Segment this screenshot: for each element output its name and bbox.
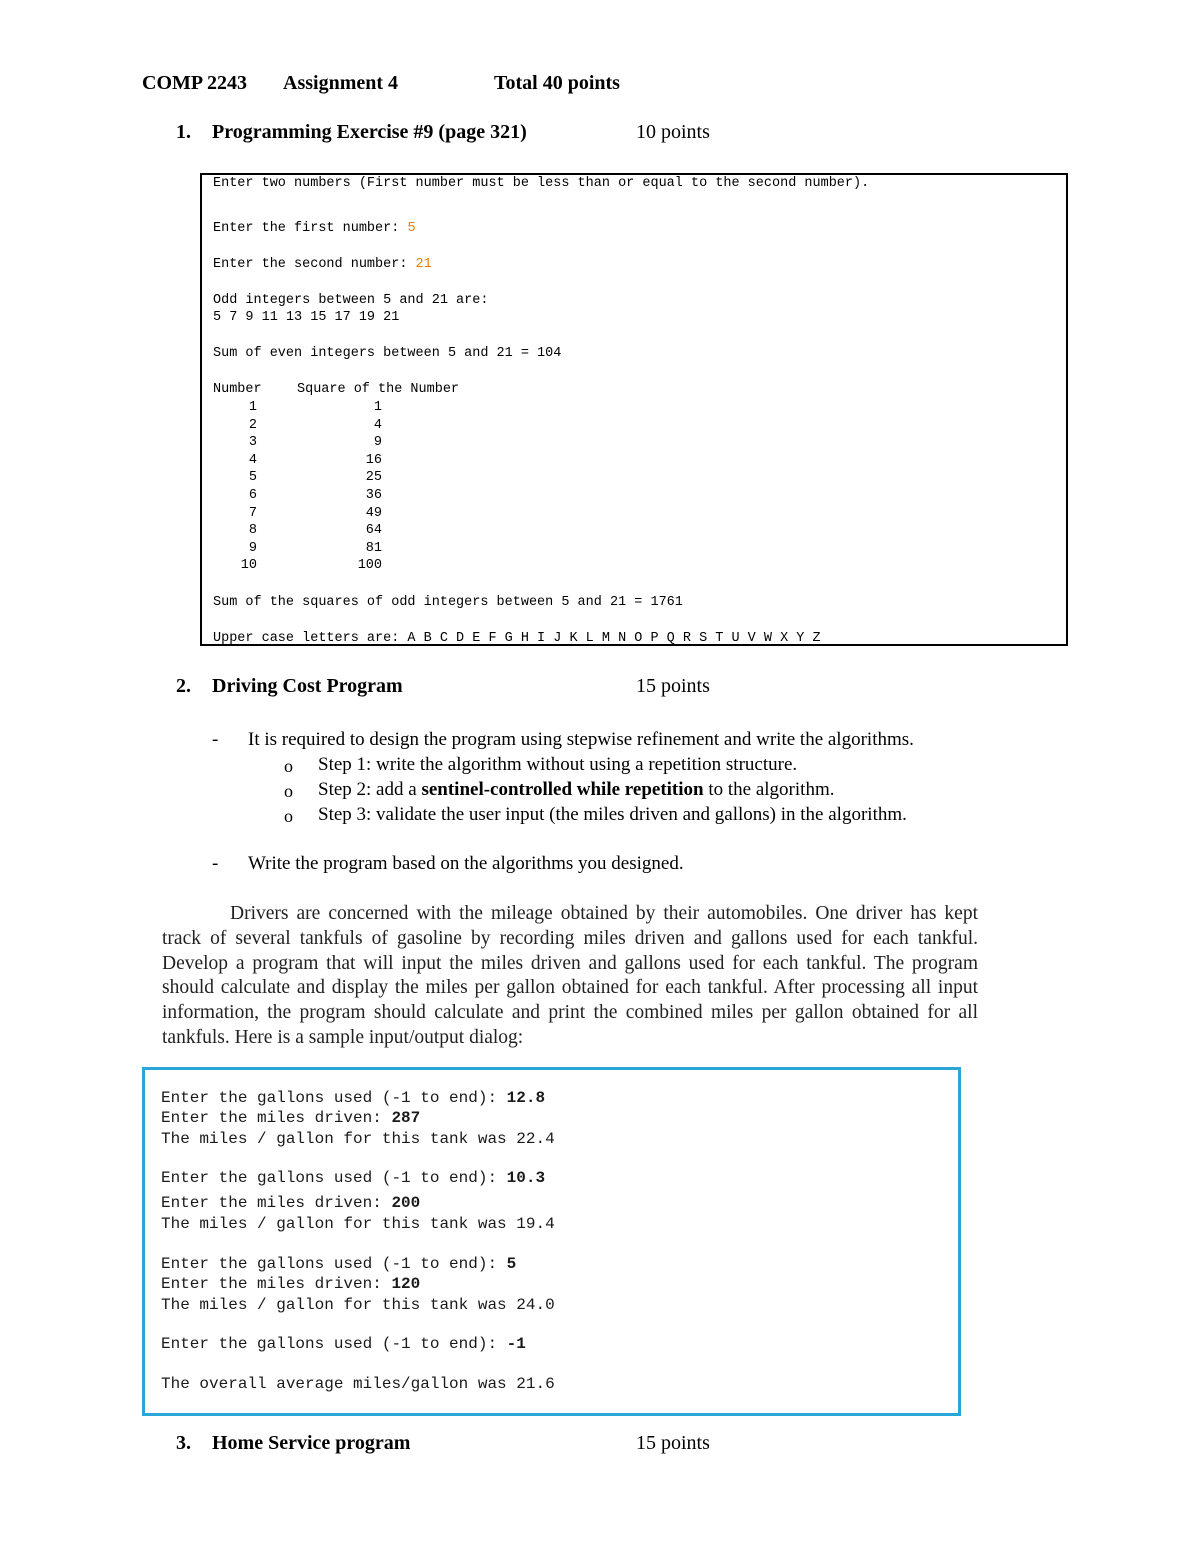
bullet-write-program: Write the program based on the algorithms you designed.: [248, 853, 684, 874]
console1-upper-letters: Upper case letters are: A B C D E F G H I J K L M N O P Q R S T U V W X Y Z: [213, 631, 821, 646]
square-row-number: 2: [248, 417, 257, 433]
console2-miles-line: [161, 1274, 420, 1294]
console1-first-prompt: Enter the first number:: [213, 221, 408, 236]
square-row-number: 3: [248, 435, 257, 451]
bullet-stepwise: It is required to design the program using stepwise refinement and write the algorithms.: [248, 729, 914, 750]
square-row-number: 7: [248, 505, 257, 521]
console1-odd-list: 5 7 9 11 13 15 17 19 21: [213, 310, 400, 325]
console2-mpg-line: [161, 1295, 555, 1315]
step-3: Step 3: validate the user input (the miles driven and gallons) in the algorithm.: [318, 804, 907, 825]
square-row-number: 10: [240, 558, 257, 574]
console2-miles-value: 120: [391, 1275, 421, 1294]
console2-gallons-prompt: Enter the gallons used (-1 to end):: [161, 1169, 507, 1187]
square-row-value: 100: [357, 558, 382, 574]
console2-miles-line: [161, 1193, 420, 1213]
console2-overall-line: [161, 1374, 555, 1394]
console2-end-line: [161, 1334, 526, 1354]
console2-miles-prompt: Enter the miles driven:: [161, 1194, 392, 1213]
section-1-number: 1.: [176, 121, 191, 143]
console-output-2: [142, 1067, 961, 1416]
square-row-number: 1: [248, 400, 257, 415]
console2-end-value: -1: [506, 1335, 526, 1353]
console2-gallons-value: 5: [506, 1255, 517, 1273]
console1-sum-squares: Sum of the squares of odd integers between 5 and 21 = 1761: [213, 595, 683, 610]
section-2-points: 15 points: [636, 675, 710, 697]
console2-mpg-line: [161, 1129, 555, 1149]
console2-miles-prompt: Enter the miles driven:: [161, 1275, 392, 1294]
step-1: Step 1: write the algorithm without using a repetition structure.: [318, 754, 798, 775]
console2-overall-prefix: The overall average miles/gallon was: [161, 1375, 517, 1393]
console1-second-line: [213, 256, 432, 274]
square-row-value: 9: [373, 435, 382, 451]
step-2-pre: Step 2: add a: [318, 779, 422, 800]
console2-mpg-value: 19.4: [516, 1214, 555, 1233]
sub-marker-1: o: [284, 756, 293, 776]
console1-first-value: 5: [407, 221, 416, 236]
console2-miles-value: 200: [391, 1194, 421, 1213]
table-header-square: Square of the Number: [297, 382, 460, 397]
console2-mpg-prompt: The miles / gallon for this tank was: [161, 1129, 517, 1148]
console2-mpg-prompt: The miles / gallon for this tank was: [161, 1295, 517, 1314]
bullet-dash-2: -: [212, 853, 219, 874]
console1-first-line: [213, 220, 416, 238]
console1-second-prompt: Enter the second number:: [213, 257, 416, 272]
step-2: [318, 779, 834, 801]
square-row-value: 36: [365, 488, 382, 503]
square-row-value: 49: [365, 505, 382, 521]
square-row-number: 5: [248, 470, 257, 486]
section-2-number: 2.: [176, 675, 191, 697]
square-row-number: 9: [248, 540, 257, 556]
console2-overall-value: 21.6: [516, 1375, 555, 1393]
total-points: Total 40 points: [494, 72, 620, 94]
console2-miles-line: [161, 1108, 420, 1128]
console1-sum-even: Sum of even integers between 5 and 21 = 104: [213, 346, 562, 361]
console2-miles-value: 287: [391, 1109, 421, 1128]
console2-gallons-value: 12.8: [506, 1089, 546, 1107]
step-2-bold: sentinel-controlled while repetition: [421, 779, 704, 800]
console2-gallons-line: [161, 1088, 545, 1108]
section-1-points: 10 points: [636, 121, 710, 143]
problem-description: [162, 902, 978, 1051]
console1-intro: Enter two numbers (First number must be less than or equal to the second number).: [213, 176, 870, 191]
square-row-number: 6: [248, 488, 257, 503]
table-header-number: Number: [213, 382, 262, 397]
console2-gallons-value: 10.3: [506, 1169, 546, 1187]
console1-second-value: 21: [415, 257, 432, 272]
section-3-title: Home Service program: [212, 1432, 411, 1454]
console2-gallons-prompt: Enter the gallons used (-1 to end):: [161, 1255, 507, 1273]
step-2-post: to the algorithm.: [703, 779, 835, 800]
section-3-number: 3.: [176, 1432, 191, 1454]
assignment-title: Assignment 4: [283, 72, 399, 94]
course-code: COMP 2243: [142, 72, 247, 94]
sub-marker-3: o: [284, 806, 293, 826]
console2-end-prompt: Enter the gallons used (-1 to end):: [161, 1335, 507, 1353]
console2-miles-prompt: Enter the miles driven:: [161, 1109, 392, 1128]
square-row-value: 16: [365, 452, 382, 468]
square-row-value: 64: [365, 523, 382, 539]
square-row-value: 25: [365, 470, 382, 486]
console1-odd-header: Odd integers between 5 and 21 are:: [213, 293, 489, 308]
square-row-number: 8: [248, 523, 257, 539]
console2-mpg-prompt: The miles / gallon for this tank was: [161, 1214, 517, 1233]
section-2-title: Driving Cost Program: [212, 675, 403, 697]
problem-text: Drivers are concerned with the mileage obtained by their automobiles. One driver has kept track of several tankfuls of gasoline by recording miles driven and gallons used for each tankful. Develop a program that will input the miles driven and gallons used for each tankful. The program should calculate and display the miles per gallon obtained for each tankful. After processing all input information, the program should calculate and print the combined miles per gallon obtained for all tankfuls. Here is a sample input/output dialog:: [162, 903, 978, 1048]
console2-gallons-prompt: Enter the gallons used (-1 to end):: [161, 1089, 507, 1107]
sub-marker-2: o: [284, 781, 293, 801]
section-3-points: 15 points: [636, 1432, 710, 1454]
console2-mpg-value: 24.0: [516, 1295, 555, 1314]
square-row-number: 4: [248, 452, 257, 468]
console2-gallons-line: [161, 1254, 516, 1274]
console2-mpg-line: [161, 1214, 555, 1234]
section-1-title: Programming Exercise #9 (page 321): [212, 121, 527, 143]
square-row-value: 81: [365, 540, 382, 556]
bullet-dash-1: -: [212, 729, 219, 750]
square-row-value: 4: [373, 417, 382, 433]
console2-gallons-line: [161, 1168, 545, 1188]
square-row-value: 1: [373, 400, 382, 415]
console2-mpg-value: 22.4: [516, 1129, 555, 1148]
console-output-1: [200, 173, 1068, 646]
